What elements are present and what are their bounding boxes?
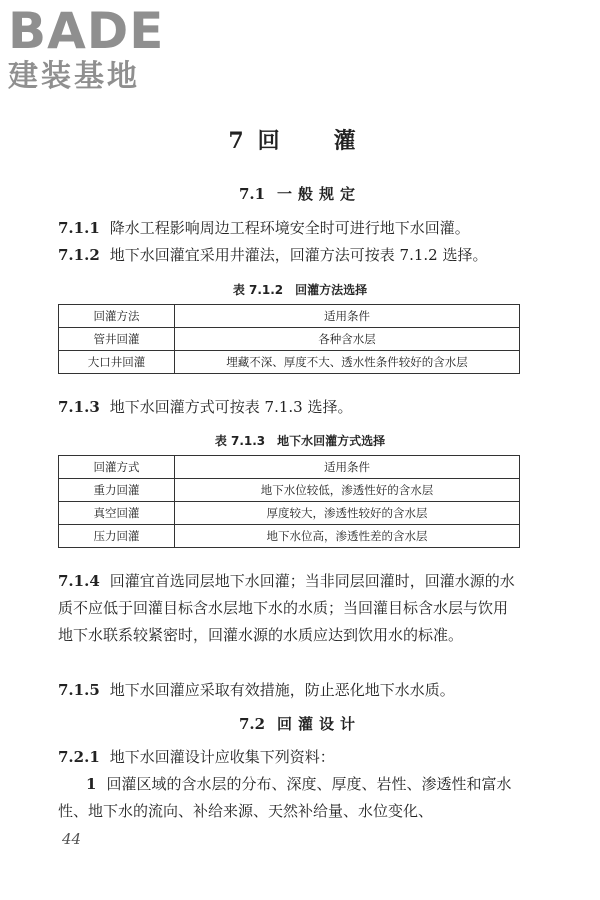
header-cell: 适用条件 [175,456,520,479]
logo-subtitle: 建装基地 [8,59,140,94]
table-cell: 大口井回灌 [59,351,175,374]
table-cell: 管井回灌 [59,328,175,351]
clause-number: 7.2.1 [58,748,100,766]
table-row [59,328,520,351]
table-cell: 重力回灌 [59,479,175,502]
table-cell: 地下水位高，渗透性差的含水层 [175,525,520,548]
clause-text: 地下水回灌宜采用井灌法，回灌方法可按表 7.1.2 选择。 [109,246,488,264]
item-number: 1 [86,775,97,793]
clause-number: 7.1.1 [58,219,100,237]
caption-title: 回灌方法选择 [295,283,368,297]
clause-7-1-4 [58,568,520,649]
section-heading-7-1 [0,183,600,204]
table-cell: 真空回灌 [59,502,175,525]
clause-number: 7.1.5 [58,681,100,699]
section-heading-7-2 [0,713,600,734]
clause-7-2-1 [58,744,520,771]
caption-number: 表 7.1.2 [232,283,284,297]
section-title: 一般规定 [277,185,362,203]
logo-wordmark: BADE [8,2,165,60]
table-header-row [59,305,520,328]
clause-number: 7.1.2 [58,246,100,264]
clause-7-1-2 [58,242,520,269]
clause-7-1-3 [58,394,520,421]
table-7-1-2 [58,304,520,374]
clause-7-1-1 [58,215,520,242]
caption-title: 地下水回灌方式选择 [277,434,386,448]
table-row [59,502,520,525]
clause-7-1-5 [58,677,520,704]
caption-number: 表 7.1.3 [214,434,266,448]
chapter-name: 回 灌 [257,128,372,154]
chapter-title [0,124,600,155]
clause-text: 地下水回灌方式可按表 7.1.3 选择。 [109,398,353,416]
table-cell: 埋藏不深、厚度不大、透水性条件较好的含水层 [175,351,520,374]
clause-number: 7.1.3 [58,398,100,416]
section-number: 7.1 [238,185,266,203]
logo [8,2,165,94]
table-7-1-3 [58,455,520,548]
section-title: 回灌设计 [277,715,362,733]
chapter-number: 7 [228,128,246,154]
clause-text: 回灌宜首选同层地下水回灌；当非同层回灌时，回灌水源的水质不应低于回灌目标含水层地下水的水质；当回灌目标含水层与饮用地下水联系较紧密时，回灌水源的水质应达到饮用水的标准。 [58,572,515,644]
header-cell: 适用条件 [175,305,520,328]
header-cell: 回灌方式 [59,456,175,479]
section-number: 7.2 [238,715,266,733]
table-row [59,351,520,374]
table-caption-7-1-3 [0,432,600,449]
clause-7-2-1-item-1 [58,771,520,825]
table-row [59,479,520,502]
table-cell: 压力回灌 [59,525,175,548]
table-header-row [59,456,520,479]
clause-text: 地下水回灌设计应收集下列资料： [109,748,335,766]
header-cell: 回灌方法 [59,305,175,328]
table-cell: 厚度较大，渗透性较好的含水层 [175,502,520,525]
clause-text: 降水工程影响周边工程环境安全时可进行地下水回灌。 [109,219,470,237]
clause-text: 地下水回灌应采取有效措施，防止恶化地下水水质。 [109,681,455,699]
item-text: 回灌区域的含水层的分布、深度、厚度、岩性、渗透性和富水性、地下水的流向、补给来源、天然补给量、水位变化、 [58,775,512,820]
table-caption-7-1-2 [0,281,600,298]
table-cell: 各种含水层 [175,328,520,351]
page-number: 44 [62,830,82,848]
clause-number: 7.1.4 [58,572,100,590]
table-cell: 地下水位较低，渗透性好的含水层 [175,479,520,502]
table-row [59,525,520,548]
